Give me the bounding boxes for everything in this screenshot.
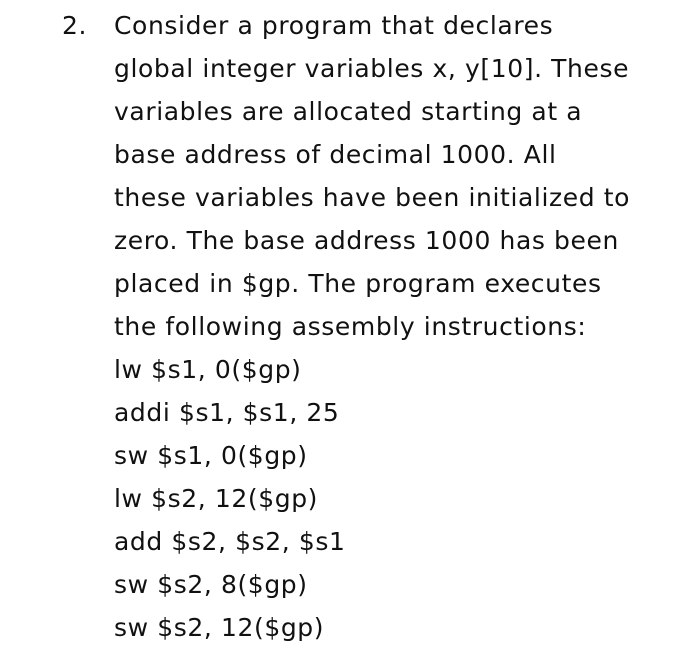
- assembly-instruction: sw $s2, 8($gp): [114, 570, 308, 599]
- assembly-instruction: addi $s1, $s1, 25: [114, 398, 340, 427]
- question-text-line: Consider a program that declares: [114, 11, 554, 40]
- question-text-line: base address of decimal 1000. All: [114, 140, 557, 169]
- question-text-line: the following assembly instructions:: [114, 312, 587, 341]
- question-body: [114, 4, 694, 649]
- assembly-instruction: lw $s1, 0($gp): [114, 355, 302, 384]
- assembly-instruction: sw $s1, 0($gp): [114, 441, 308, 470]
- question-text-line: these variables have been initialized to: [114, 183, 631, 212]
- question-text-line: zero. The base address 1000 has been: [114, 226, 619, 255]
- question-text-line: placed in $gp. The program executes: [114, 269, 602, 298]
- assembly-instruction: sw $s2, 12($gp): [114, 613, 325, 642]
- assembly-instruction: lw $s2, 12($gp): [114, 484, 319, 513]
- question-text-line: global integer variables x, y[10]. These: [114, 54, 630, 83]
- question-number: 2.: [62, 11, 88, 40]
- assembly-instruction: add $s2, $s2, $s1: [114, 527, 346, 556]
- question-text-line: variables are allocated starting at a: [114, 97, 583, 126]
